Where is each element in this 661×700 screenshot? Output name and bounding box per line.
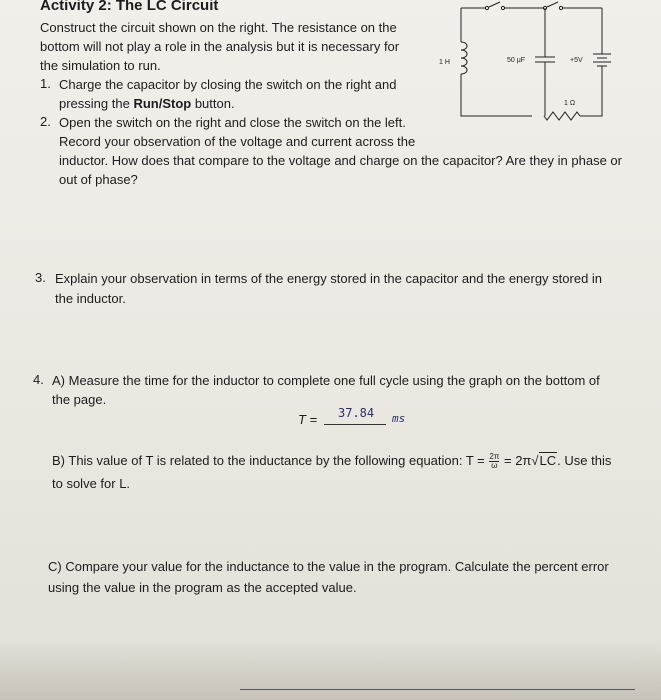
item-1-line-2: pressing the Run/Stop button. [59,96,235,111]
period-answer-line [324,424,386,425]
intro-line-2: bottom will not play a role in the analysis but it is necessary for [40,39,400,54]
item-4c-line-2: using the value in the program as the accepted value. [48,580,357,595]
item-2-number: 2. [40,114,51,129]
item-2-line-1: Open the switch on the right and close the switch on the left. [59,115,406,130]
lc-circuit-diagram [430,0,630,128]
right-switch-blade [547,2,558,7]
item-3-line-1: Explain your observation in terms of the energy stored in the capacitor and the energy stored in [55,271,603,286]
item-1-number: 1. [40,76,51,91]
left-switch-blade [489,2,500,7]
resistor-label: 1 Ω [564,100,576,107]
item-4b-line-2: to solve for L. [52,476,131,491]
item-3-number: 3. [35,270,46,285]
item-1-line-1: Charge the capacitor by closing the switch on the right and [59,77,397,92]
run-stop-term: Run/Stop [133,96,192,111]
item-2-line-2: Record your observation of the voltage and current across the [59,134,416,149]
inductor-coil [461,42,467,74]
capacitor-label: 50 μF [507,57,526,64]
graph-border-line [240,689,635,690]
battery-label: +5V [570,57,583,64]
item-2-line-4: out of phase? [59,172,138,187]
intro-line-3: the simulation to run. [40,58,161,73]
period-label: T = [298,412,318,427]
item-3-line-2: the inductor. [55,291,126,306]
item-4c-line-1: C) Compare your value for the inductance to the value in the program. Calculate the percent error [48,559,609,574]
item-4b-line-1: B) This value of T is related to the inductance by the following equation: T = $\frac{2\pi}{\omega}$ = 2π√LC. Use this [52,452,612,471]
resistor-zigzag [544,112,580,120]
period-unit-handwritten: ms [392,412,406,425]
item-4a-line-2: the page. [52,392,107,407]
inductor-label: 1 H [439,59,450,66]
period-fraction: $\frac{2\pi}{\omega}$ [489,452,500,471]
page-shadow [0,640,661,700]
intro-line-1: Construct the circuit shown on the right. The resistance on the [40,20,397,35]
activity-title: Activity 2: The LC Circuit [40,0,219,14]
item-4a-line-1: A) Measure the time for the inductor to complete one full cycle using the graph on the bottom of [52,373,600,388]
item-2-line-3: inductor. How does that compare to the voltage and charge on the capacitor? Are they in phase or [59,153,622,168]
sqrt-symbol: √ [531,453,539,468]
item-4-number: 4. [33,372,44,387]
period-value-handwritten: 37.84 [338,406,375,420]
